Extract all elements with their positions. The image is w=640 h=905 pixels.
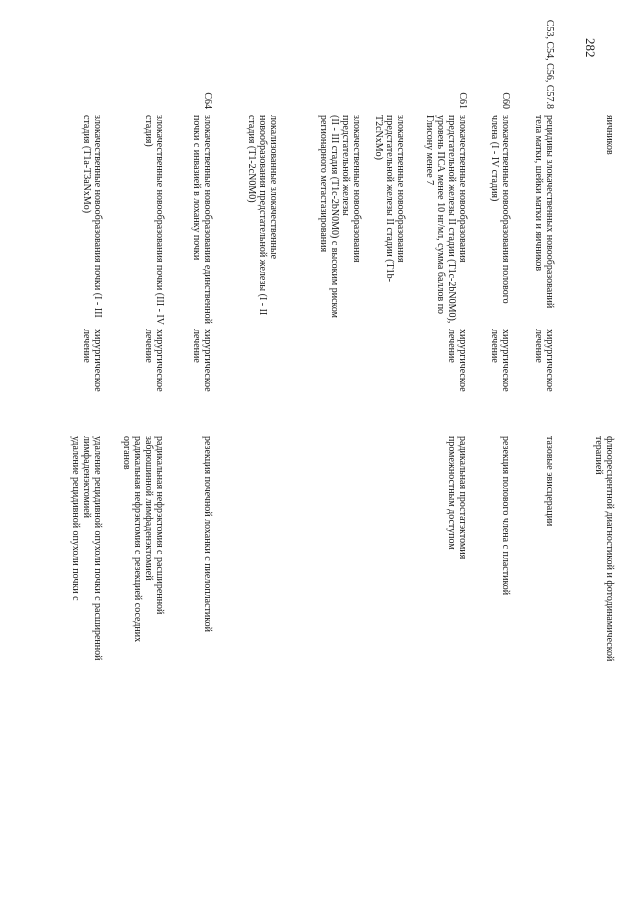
method-cell (593, 436, 615, 676)
page-number: 282 (583, 38, 598, 58)
method-cell (70, 436, 103, 696)
treatment-cell: хирургическое лечение (143, 329, 165, 392)
diagnosis-cell: злокачественные новообразования почки (III - IV стадия) (143, 115, 165, 325)
diagnosis-cell: злокачественные новообразования предстательной железы II стадии (T1c-2bN0M0), уровень ПСА менее 10 нг/мл, сумма баллов по Глисону менее 7 (424, 115, 468, 324)
code-cell: С53, С54, С56, С57.8 (544, 19, 555, 109)
diagnosis-cell: локализованные злокачественные новообразования предстательной железы (I - II стадия (T1-2cN0M0) (246, 115, 279, 316)
rotated-table (67, 14, 615, 889)
method-line: радикальная нефрэктомия с расширенной забрюшинной лимфаденэктомией (143, 436, 165, 615)
method-cell (202, 436, 213, 636)
diagnosis-cell: злокачественные новообразования единственной почки с инвазией в лоханку почки (191, 115, 213, 324)
method-cell (121, 436, 165, 646)
diagnosis-cell: злокачественные новообразования предстательной железы (II - III стадия (T1c-2bN0M0) с высоким риском регионарного метастазирования (318, 115, 362, 319)
code-cell: С61 (457, 92, 468, 109)
code-cell: С60 (500, 92, 511, 109)
diagnosis-cell: рецидивы злокачественных новообразований тела матки, шейки матки и яичников (533, 115, 555, 309)
method-line: флюоресцентной диагностикой и фотодинамической терапией (593, 436, 615, 662)
method-cell (446, 436, 468, 596)
treatment-cell: хирургическое лечение (81, 329, 103, 392)
method-line: радикальная нефрэктомия с резекцией соседних органов (121, 436, 143, 643)
treatment-cell: хирургическое лечение (446, 329, 468, 392)
diagnosis-cell: злокачественные новообразования почки (I - III стадия (T1a-T3aNxMo) (81, 115, 103, 318)
diagnosis-cell: злокачественные новообразования предстательной железы II стадии (T1b-T2cNxMo) (373, 115, 406, 282)
diagnosis-cell: яичников (604, 115, 615, 155)
method-cell (544, 436, 555, 886)
treatment-cell: хирургическое лечение (533, 329, 555, 392)
method-line: резекция полового члена с пластикой (500, 436, 511, 596)
method-line: резекция почечной лоханки с пиелопластикой (202, 436, 213, 632)
code-cell: С64 (202, 92, 213, 109)
method-line: тазовые эвисцерации (544, 436, 555, 527)
method-line: удаление рецидивной опухоли почки с расширенной лимфаденэктомией (81, 436, 103, 661)
treatment-cell: хирургическое лечение (489, 329, 511, 392)
method-line: радикальная простатэктомия промежностным доступом (446, 436, 468, 560)
diagnosis-cell: злокачественные новообразования полового члена (I - IV стадия) (489, 115, 511, 304)
method-line: удаление рецидивной опухоли почки с (70, 436, 81, 601)
method-cell (500, 436, 511, 886)
treatment-cell: хирургическое лечение (191, 329, 213, 392)
